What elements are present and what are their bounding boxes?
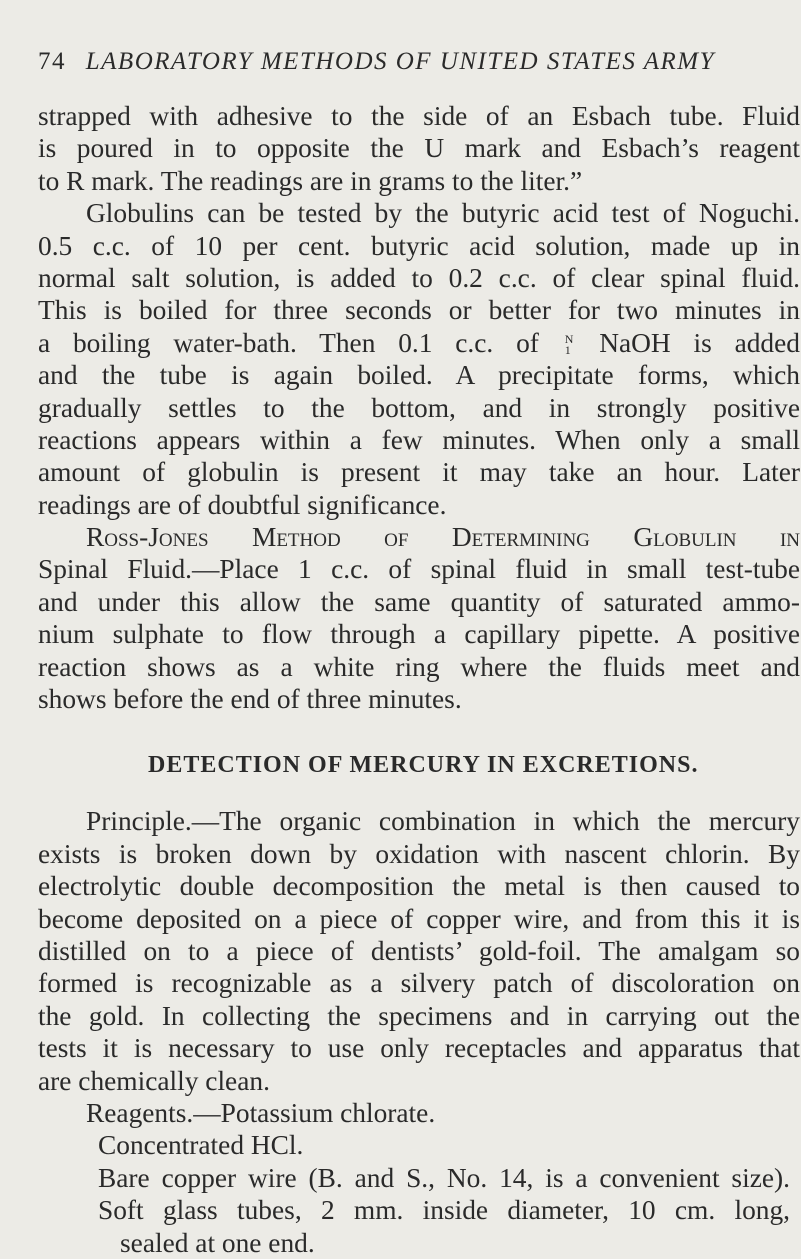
reagent-item: Bare copper wire (B. and S., No. 14, is a convenient size). [98, 1162, 790, 1193]
section-title-line: Ross-Jones Method of Determining Globulin in [86, 522, 800, 553]
section-heading: DETECTION OF MERCURY IN EXCRETIONS. [148, 752, 699, 779]
text-line: amount of globulin is present it may take an hour. Later [38, 457, 800, 488]
text-line: reaction shows as a white ring where the fluids meet and [38, 651, 800, 682]
text-line: exists is broken down by oxidation with nascent chlorin. By [38, 838, 800, 869]
text-line: 0.5 c.c. of 10 per cent. butyric acid solution, made up in [38, 230, 800, 261]
reagent-item: Concentrated HCl. [98, 1130, 304, 1161]
text-line: electrolytic double decomposition the metal is then caused to [38, 871, 800, 902]
text-line: and under this allow the same quantity of saturated ammo- [38, 586, 800, 617]
text-line: Globulins can be tested by the butyric acid test of Noguchi. [86, 198, 800, 229]
text-line: Spinal Fluid.—Place 1 c.c. of spinal fluid in small test-tube [38, 554, 800, 585]
page-number: 74 [38, 48, 66, 75]
text-line: are chemically clean. [38, 1065, 270, 1096]
text-line: and the tube is again boiled. A precipitate forms, which [38, 360, 800, 391]
text-line [38, 327, 800, 359]
text-line: the gold. In collecting the specimens and in carrying out the [38, 1000, 800, 1031]
fraction-numerator: N [564, 332, 574, 347]
text-line: distilled on to a piece of dentists’ gold-foil. The amalgam so [38, 935, 800, 966]
text-line: readings are of doubtful significance. [38, 489, 447, 520]
text-line: nium sulphate to flow through a capillary pipette. A positive [38, 619, 800, 650]
reagent-item: Soft glass tubes, 2 mm. inside diameter, 10 cm. long, [98, 1195, 790, 1226]
text-line: strapped with adhesive to the side of an Esbach tube. Fluid [38, 101, 800, 131]
running-header [38, 48, 778, 76]
text-line: to R mark. The readings are in grams to the liter.” [38, 165, 583, 196]
reagents-line: Reagents.—Potassium chlorate. [86, 1097, 436, 1128]
text-fragment: a boiling water-bath. Then 0.1 c.c. of [38, 327, 539, 358]
text-line: tests it is necessary to use only receptacles and apparatus that [38, 1033, 800, 1064]
running-title: LABORATORY METHODS OF UNITED STATES ARMY [85, 48, 716, 75]
normality-fraction [565, 334, 574, 356]
text-line: Principle.—The organic combination in which the mercury [86, 806, 800, 837]
text-line: is poured in to opposite the U mark and Esbach’s reagent [38, 133, 800, 164]
text-line: become deposited on a piece of copper wire, and from this it is [38, 903, 800, 934]
text-line: shows before the end of three minutes. [38, 684, 462, 715]
reagent-item-continuation: sealed at one end. [120, 1227, 315, 1258]
text-line: gradually settles to the bottom, and in strongly positive [38, 392, 800, 423]
text-fragment: NaOH is added [599, 327, 800, 358]
text-line: This is boiled for three seconds or better for two minutes in [38, 295, 800, 326]
text-line: reactions appears within a few minutes. When only a small [38, 424, 800, 455]
page-body [38, 100, 800, 1259]
fraction-denominator: 1 [564, 343, 571, 358]
text-line: formed is recognizable as a silvery patch of discoloration on [38, 968, 800, 999]
text-line: normal salt solution, is added to 0.2 c.c. of clear spinal fluid. [38, 262, 800, 293]
